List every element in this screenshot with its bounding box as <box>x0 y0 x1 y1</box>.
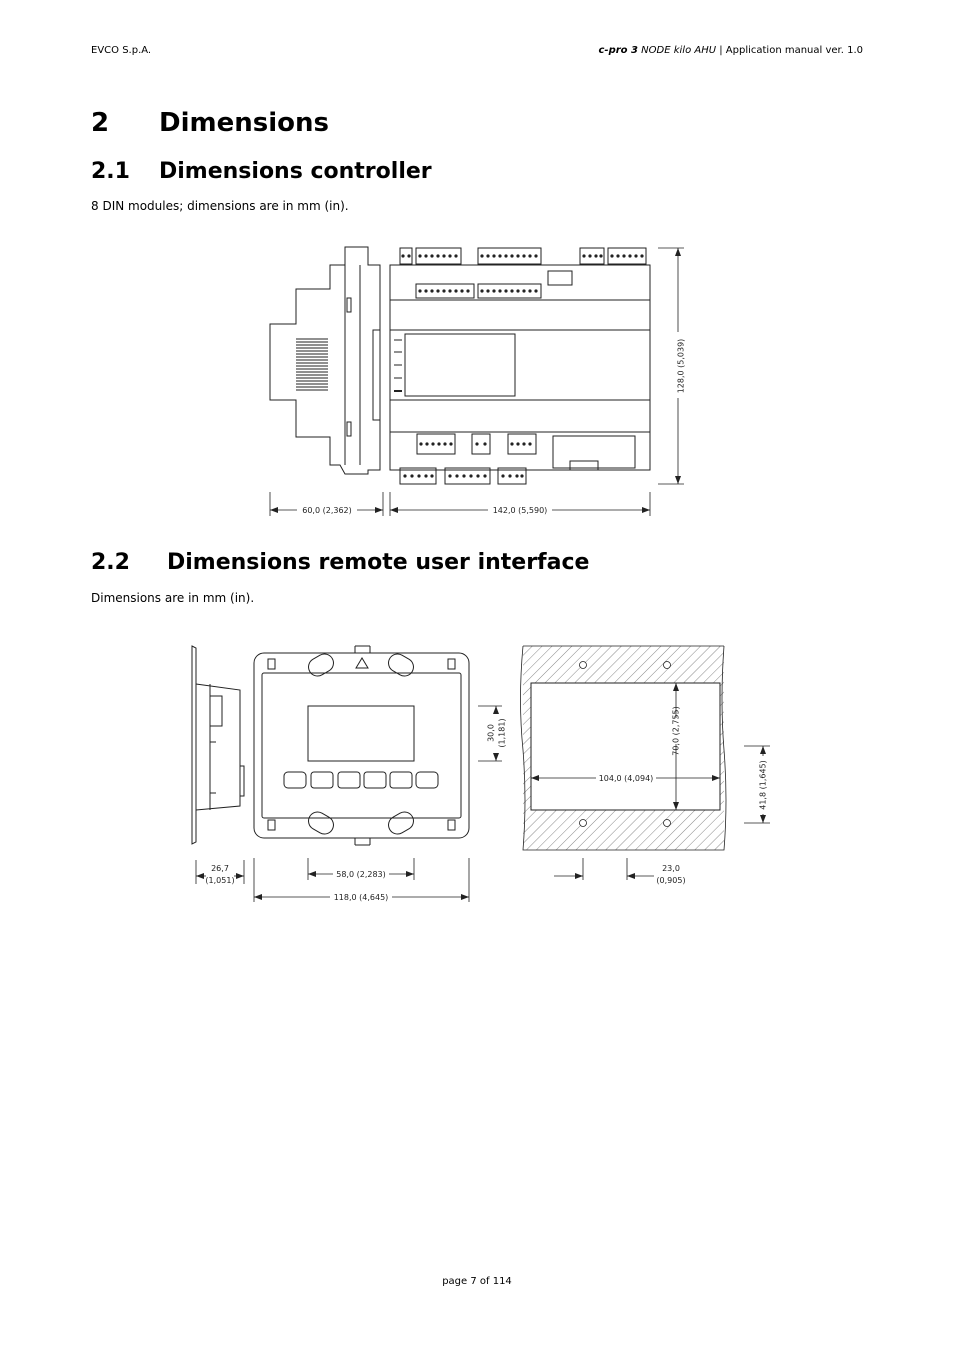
remote-side-view <box>192 646 244 844</box>
mounting-hole <box>664 820 671 827</box>
controller-front-view <box>390 248 650 484</box>
dim-side-height-label: 41,8 (1,645) <box>758 760 768 810</box>
remote-front-view <box>254 646 469 845</box>
dim-hole-offset-value: 23,0 <box>662 864 680 873</box>
header-product-name: c-pro 3 <box>598 45 638 56</box>
dim-total-width-label: 118,0 (4,645) <box>333 893 389 902</box>
header-product-model: NODE kilo AHU <box>641 45 717 56</box>
warning-triangle-icon <box>356 658 368 668</box>
dim-thickness-value: 26,7 <box>211 864 229 873</box>
header-doc-title: | Application manual ver. 1.0 <box>719 45 863 56</box>
cutout-opening <box>531 683 720 810</box>
controller-intro-text: 8 DIN modules; dimensions are in mm (in). <box>91 199 349 213</box>
subsection-number: 2.2 <box>91 550 130 575</box>
subsection-number: 2.1 <box>91 159 130 184</box>
dim-display-height-inch: (1,181) <box>497 718 507 748</box>
panel-cutout-drawing <box>521 646 727 850</box>
mounting-slots <box>305 651 417 838</box>
mounting-hole <box>664 662 671 669</box>
corner-clips <box>268 659 455 830</box>
dim-height-label: 128,0 (5,039) <box>676 338 686 394</box>
remote-intro-text: Dimensions are in mm (in). <box>91 591 255 605</box>
mounting-hole <box>580 820 587 827</box>
dim-thickness-inch: (1,051) <box>205 876 235 885</box>
dim-display-height-value: 30,0 <box>486 724 496 742</box>
subsection-title: Dimensions controller <box>159 159 432 184</box>
terminal-screws <box>401 254 643 477</box>
header-company: EVCO S.p.A. <box>91 45 152 56</box>
dim-cutout-width-label: 104,0 (4,094) <box>598 774 654 783</box>
section-title: Dimensions <box>159 108 329 138</box>
dim-width-label: 142,0 (5,590) <box>492 506 548 515</box>
dim-hole-offset-inch: (0,905) <box>656 876 686 885</box>
dim-depth-label: 60,0 (2,362) <box>302 506 352 515</box>
remote-keypad <box>284 772 438 788</box>
remote-display <box>308 706 414 761</box>
usb-port <box>548 271 572 285</box>
section-number: 2 <box>91 108 110 138</box>
status-leds <box>394 340 402 391</box>
controller-side-view <box>270 247 380 474</box>
page-number: page 7 of 114 <box>442 1276 512 1287</box>
side-vent-slots <box>296 339 328 390</box>
dim-cutout-height-label: 70,0 (2,755) <box>671 706 681 756</box>
mounting-hole <box>580 662 587 669</box>
dim-display-width-label: 58,0 (2,283) <box>336 870 386 879</box>
subsection-title: Dimensions remote user interface <box>167 550 590 575</box>
